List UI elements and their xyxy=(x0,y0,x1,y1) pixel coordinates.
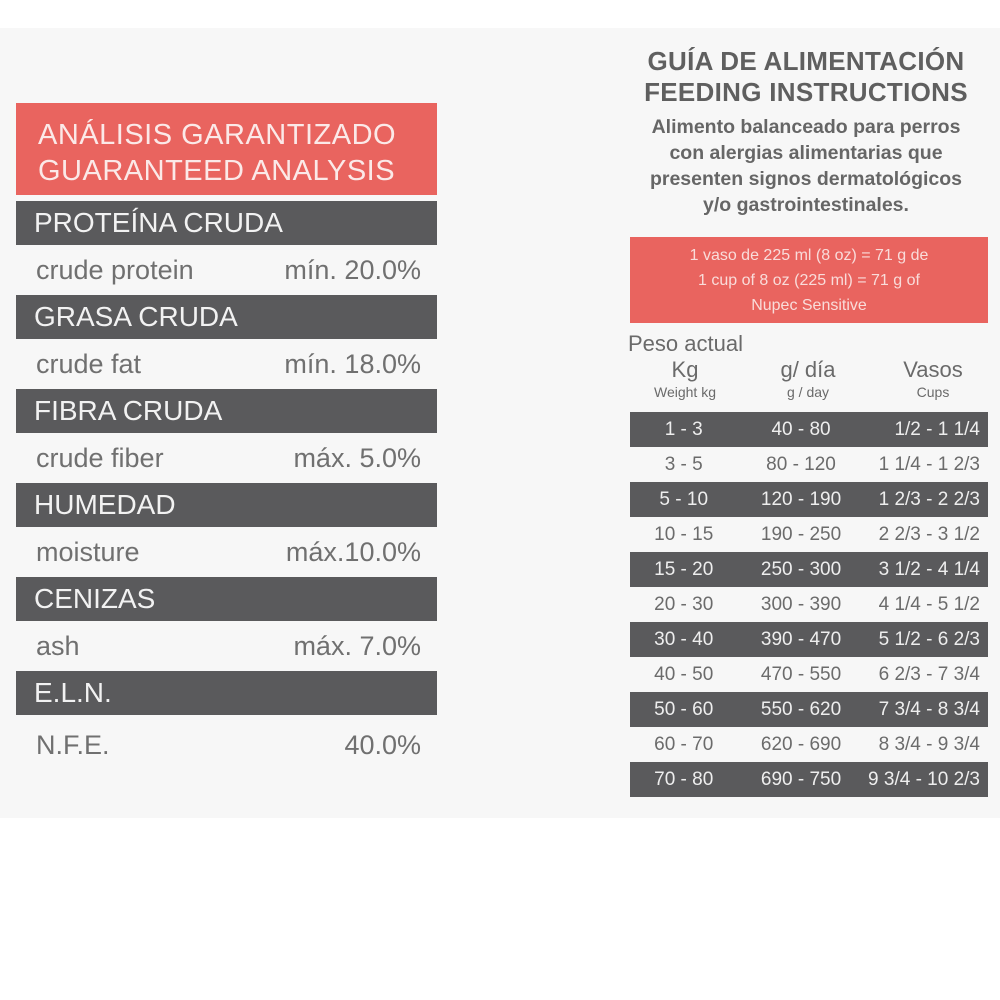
cup-info-line: 1 vaso de 225 ml (8 oz) = 71 g de xyxy=(689,247,929,264)
weight-cell: 60 - 70 xyxy=(654,733,714,755)
cups-cell: 5 1/2 - 6 2/3 xyxy=(865,622,988,657)
nutrient-name: crude protein xyxy=(36,255,194,285)
column-header-sub: g / day xyxy=(786,384,830,400)
nutrient-header: HUMEDAD xyxy=(16,483,437,527)
nutrient-header: CENIZAS xyxy=(16,577,437,621)
table-row xyxy=(630,727,988,762)
nutrient-value: máx.10.0% xyxy=(285,537,421,567)
weight-cell: 5 - 10 xyxy=(630,482,737,517)
nutrient-header: E.L.N. xyxy=(16,671,437,715)
nutrient-row xyxy=(16,433,437,483)
column-header-main: Vasos xyxy=(903,357,963,382)
column-header-sub: Cups xyxy=(916,384,950,400)
cups-cell: 7 3/4 - 8 3/4 xyxy=(865,692,988,727)
table-row xyxy=(630,657,988,692)
column-header-main: Kg xyxy=(671,357,699,382)
cup-info-line: Nupec Sensitive xyxy=(751,297,867,314)
cups-cell: 1/2 - 1 1/4 xyxy=(865,412,988,447)
grams-cell: 550 - 620 xyxy=(737,692,864,727)
cups-cell: 1 2/3 - 2 2/3 xyxy=(865,482,988,517)
cups-cell: 1 1/4 - 1 2/3 xyxy=(878,453,980,475)
grams-cell: 390 - 470 xyxy=(737,622,864,657)
cups-cell: 6 2/3 - 7 3/4 xyxy=(878,663,980,685)
cups-cell: 4 1/4 - 5 1/2 xyxy=(878,593,980,615)
table-row xyxy=(630,762,988,797)
feeding-title-es: GUÍA DE ALIMENTACIÓN xyxy=(647,46,965,76)
description-line: y/o gastrointestinales. xyxy=(703,194,909,216)
description-line: Alimento balanceado para perros xyxy=(651,116,961,138)
cup-info-line: 1 cup of 8 oz (225 ml) = 71 g of xyxy=(698,272,920,289)
feeding-title-en: FEEDING INSTRUCTIONS xyxy=(644,77,968,107)
table-row xyxy=(630,482,988,517)
cups-cell: 2 2/3 - 3 1/2 xyxy=(878,523,980,545)
nutrient-row xyxy=(16,715,437,775)
nutrient-header: FIBRA CRUDA xyxy=(16,389,437,433)
column-header-grams xyxy=(748,357,868,401)
grams-cell: 40 - 80 xyxy=(737,412,864,447)
nutrient-row xyxy=(16,245,437,295)
grams-cell: 300 - 390 xyxy=(760,593,842,615)
weight-cell: 3 - 5 xyxy=(664,453,703,475)
feeding-description xyxy=(620,114,992,218)
table-row xyxy=(630,412,988,447)
analysis-title-es: ANÁLISIS GARANTIZADO xyxy=(38,119,397,151)
table-row xyxy=(630,447,988,482)
feeding-instructions xyxy=(620,46,992,790)
nutrient-name: moisture xyxy=(36,537,140,567)
cup-measure-box xyxy=(630,237,988,323)
weight-cell: 70 - 80 xyxy=(630,762,737,797)
nutrient-value: 40.0% xyxy=(344,730,421,760)
weight-cell: 40 - 50 xyxy=(654,663,714,685)
grams-cell: 690 - 750 xyxy=(737,762,864,797)
column-header-sub: Weight kg xyxy=(654,384,716,400)
cups-cell: 9 3/4 - 10 2/3 xyxy=(865,762,988,797)
grams-cell: 250 - 300 xyxy=(737,552,864,587)
nutrient-value: máx. 7.0% xyxy=(293,631,421,661)
cups-cell: 8 3/4 - 9 3/4 xyxy=(878,733,980,755)
grams-cell: 190 - 250 xyxy=(760,523,842,545)
nutrient-header: GRASA CRUDA xyxy=(16,295,437,339)
nutrient-row xyxy=(16,621,437,671)
grams-cell: 80 - 120 xyxy=(766,453,836,475)
nutrient-name: ash xyxy=(36,631,80,661)
table-row xyxy=(630,622,988,657)
table-row xyxy=(630,517,988,552)
cups-cell: 3 1/2 - 4 1/4 xyxy=(865,552,988,587)
nutrient-name: crude fat xyxy=(36,349,142,379)
nutrient-name: N.F.E. xyxy=(36,730,110,760)
weight-cell: 30 - 40 xyxy=(630,622,737,657)
nutrient-row xyxy=(16,527,437,577)
guaranteed-analysis xyxy=(16,103,437,775)
analysis-title-en: GUARANTEED ANALYSIS xyxy=(38,155,396,187)
table-row xyxy=(630,587,988,622)
grams-cell: 620 - 690 xyxy=(760,733,842,755)
weight-cell: 1 - 3 xyxy=(630,412,737,447)
table-row xyxy=(630,692,988,727)
nutrient-value: mín. 18.0% xyxy=(284,349,421,379)
column-header-main: g/ día xyxy=(780,357,836,382)
nutrient-value: máx. 5.0% xyxy=(293,443,421,473)
grams-cell: 470 - 550 xyxy=(760,663,842,685)
description-line: presenten signos dermatológicos xyxy=(649,168,963,190)
weight-cell: 10 - 15 xyxy=(654,523,714,545)
weight-cell: 15 - 20 xyxy=(630,552,737,587)
analysis-header xyxy=(16,103,437,195)
nutrient-header: PROTEÍNA CRUDA xyxy=(16,201,437,245)
weight-cell: 20 - 30 xyxy=(654,593,714,615)
grams-cell: 120 - 190 xyxy=(737,482,864,517)
column-header-cups xyxy=(878,357,988,401)
table-row xyxy=(630,552,988,587)
nutrient-name: crude fiber xyxy=(36,443,164,473)
nutrient-row xyxy=(16,339,437,389)
column-header-kg xyxy=(630,357,740,401)
nutrient-value: mín. 20.0% xyxy=(284,255,421,285)
description-line: con alergias alimentarias que xyxy=(669,142,943,164)
feeding-table xyxy=(630,412,988,797)
weight-label: Peso actual xyxy=(628,331,743,356)
weight-cell: 50 - 60 xyxy=(630,692,737,727)
